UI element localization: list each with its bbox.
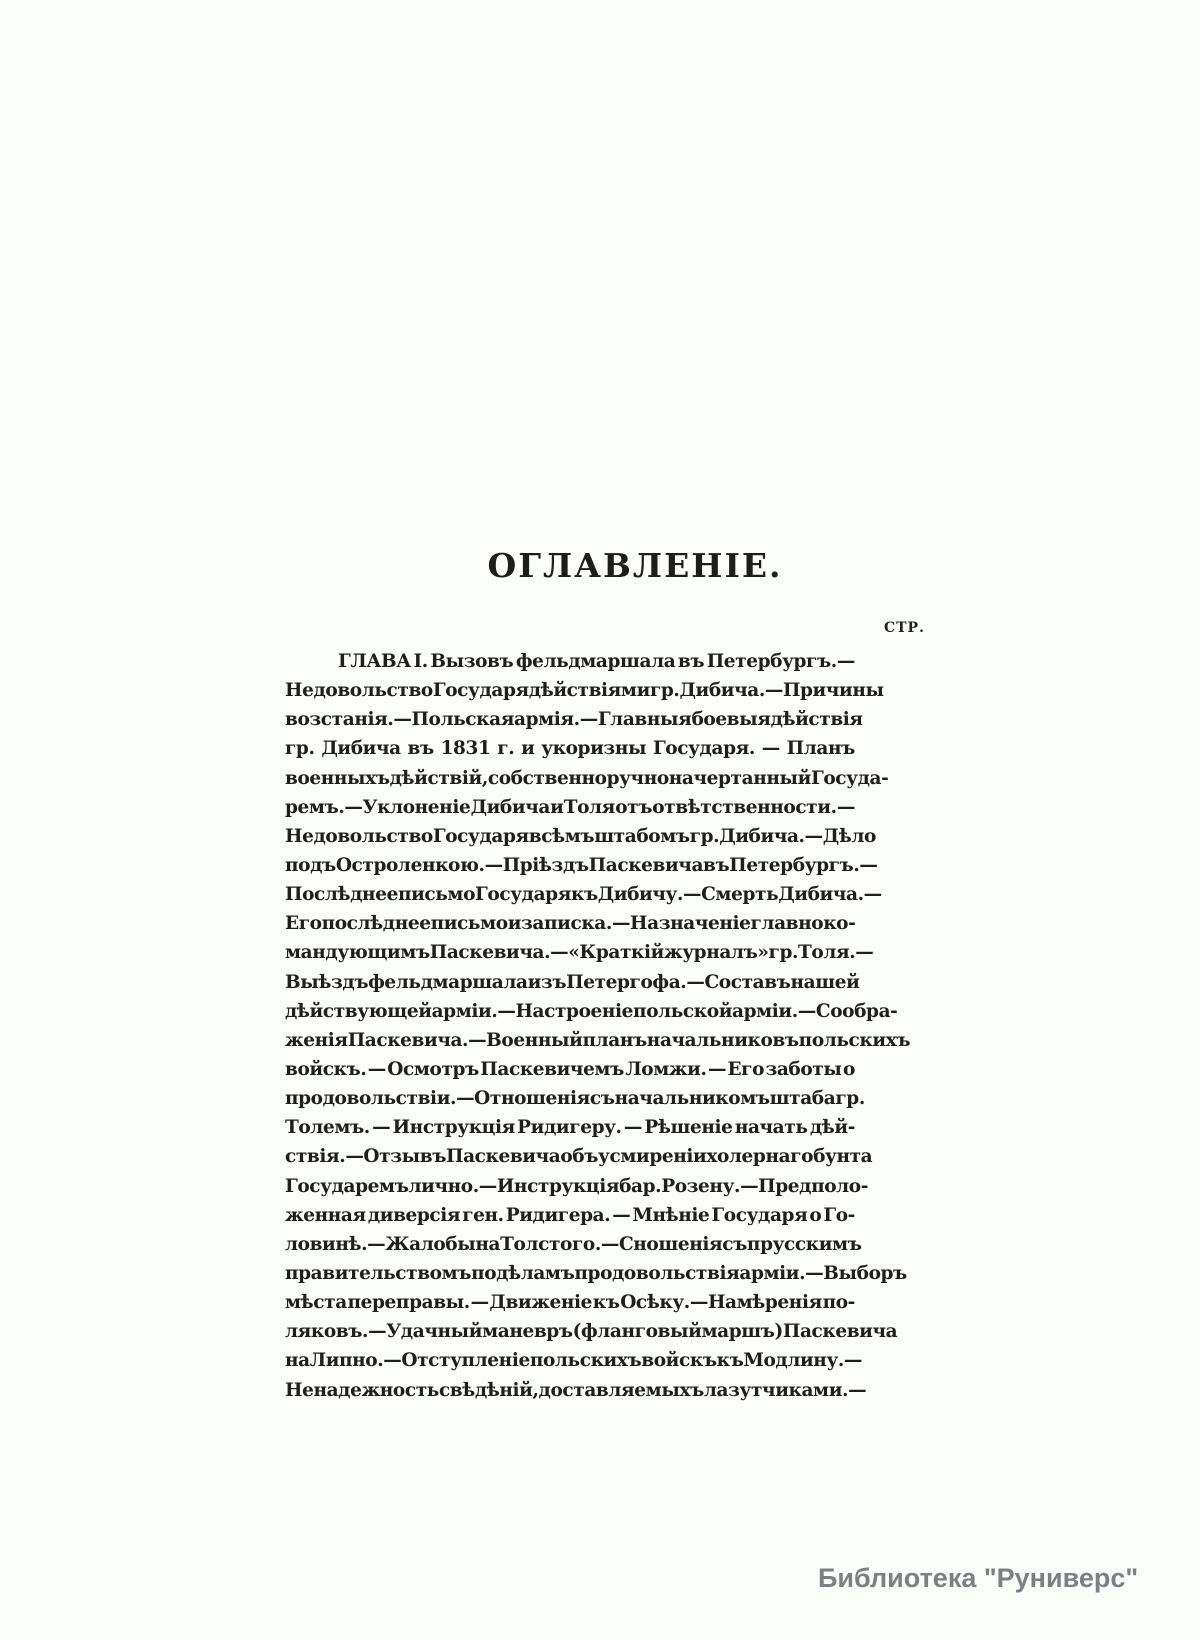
toc-word: дѣйствіями [528, 680, 650, 702]
toc-word: Паскевича [782, 1321, 898, 1343]
toc-word: Осмотръ [387, 1058, 479, 1080]
toc-word: мѣста [285, 1292, 347, 1314]
toc-word: Дибичу.—Смерть [597, 884, 779, 906]
toc-word: Липно.—Отступленіе [309, 1350, 530, 1372]
toc-word: польской [633, 1000, 733, 1022]
toc-word: свѣдѣній, [438, 1379, 539, 1401]
toc-word: Рѣшеніе [644, 1117, 733, 1139]
toc-word: 1831 [440, 738, 491, 760]
toc-word: I. [413, 651, 428, 672]
toc-line [285, 1029, 911, 1059]
toc-word: Государя. [652, 738, 755, 760]
toc-word: гр. [285, 738, 315, 760]
toc-word: продовольствія [574, 1262, 740, 1284]
toc-word: (фланговый [572, 1321, 702, 1343]
toc-line [285, 913, 855, 942]
toc-word: журналъ» [663, 942, 769, 964]
toc-word: г. [497, 738, 515, 760]
toc-line [285, 1088, 865, 1117]
toc-line [285, 825, 876, 855]
toc-word: лазутчиками. [703, 1379, 849, 1401]
toc-line [285, 767, 889, 797]
toc-word: ляковъ.—Удачный [285, 1321, 483, 1343]
toc-word: къ [592, 1292, 620, 1314]
toc-word: объ [560, 1146, 599, 1168]
toc-word: маневръ [482, 1321, 573, 1343]
toc-word: Осѣку.—Намѣренія [620, 1292, 822, 1314]
toc-word: — [600, 1233, 619, 1255]
toc-word: военныхъ [285, 767, 390, 789]
toc-word: штаба [769, 1088, 836, 1110]
toc-chapter-1-paragraph [285, 651, 911, 1409]
toc-word: боевыя [691, 709, 771, 731]
toc-word: усмиреніи [598, 1146, 707, 1168]
toc-word: планъ [582, 1029, 647, 1051]
toc-word: Паскевича [588, 854, 704, 876]
toc-word: заботы [765, 1058, 842, 1080]
toc-line [285, 854, 878, 884]
toc-word: дѣламъ [496, 1262, 575, 1284]
toc-line [285, 1205, 855, 1234]
toc-word: Розену. [661, 1175, 741, 1197]
toc-word: отвѣтственности. [652, 796, 837, 818]
toc-word: въ [703, 854, 730, 876]
toc-word: — [470, 1292, 489, 1314]
toc-word: Его [727, 1058, 765, 1080]
toc-line [285, 1321, 898, 1350]
toc-word: Паскевича.—Военный [347, 1029, 583, 1051]
toc-word: ГЛАВА [338, 651, 411, 672]
toc-word: Государя [711, 1204, 808, 1226]
toc-line [285, 1059, 855, 1088]
toc-word: мандующимъ [285, 942, 430, 964]
toc-word: фельдмаршала [515, 651, 676, 672]
toc-word: доставляемыхъ [538, 1379, 704, 1401]
toc-word: и [550, 796, 564, 818]
toc-word: арміи.—Выборъ [739, 1262, 907, 1284]
toc-word: Предполо- [758, 1175, 869, 1197]
toc-word: — [372, 1117, 391, 1139]
toc-word: начертанный [668, 767, 811, 789]
toc-line [285, 1262, 907, 1292]
toc-word: Паскевича.—«Краткій [429, 942, 664, 964]
toc-word: Движеніе [489, 1292, 593, 1314]
toc-word: Государя [475, 884, 571, 906]
toc-word: войскъ [641, 1350, 717, 1372]
toc-word: о [842, 1058, 855, 1080]
toc-word: Государемъ [285, 1175, 409, 1197]
toc-word: Недовольство [285, 825, 433, 847]
toc-word: бар. [619, 1175, 662, 1197]
toc-word: гр. [649, 680, 680, 702]
toc-word: ствія.—Отзывъ [285, 1146, 446, 1168]
toc-line [285, 1379, 867, 1409]
toc-word: къ [716, 1350, 744, 1372]
toc-word: — [707, 1058, 727, 1080]
toc-word: прусскимъ [746, 1233, 862, 1255]
toc-word: женія [285, 1029, 348, 1051]
toc-word: Государя [432, 680, 529, 702]
toc-word: въ [407, 738, 434, 760]
toc-word: Дибича.—Дѣло [719, 825, 876, 847]
toc-word: армія.—Главныя [513, 709, 692, 731]
toc-word: женная [285, 1204, 366, 1226]
toc-word: — [836, 796, 855, 818]
toc-word: записка. [521, 913, 612, 935]
toc-word: — [740, 1175, 759, 1197]
toc-word: Ридигеру. [517, 1117, 622, 1139]
toc-word: гр. [689, 825, 720, 847]
toc-line [285, 651, 855, 680]
toc-word: дѣйствія [770, 709, 863, 731]
toc-word: ловинѣ.—Жалобы [285, 1233, 476, 1255]
toc-word: Сношенія [618, 1233, 723, 1255]
toc-word: диверсія [367, 1204, 461, 1226]
toc-word: — [611, 913, 631, 935]
toc-word: маршъ) [701, 1321, 783, 1343]
toc-word: въ [677, 651, 705, 672]
toc-word: Дибича [470, 796, 550, 818]
toc-word: — [612, 1204, 631, 1226]
toc-word: Петербургъ.— [729, 854, 878, 876]
toc-word: холернаго [706, 1146, 814, 1168]
toc-line [285, 1146, 873, 1175]
toc-word: — [623, 1117, 643, 1139]
toc-word: гр. [835, 1088, 865, 1110]
toc-line [285, 1233, 862, 1263]
toc-word: къ [570, 884, 598, 906]
toc-word: — [367, 1058, 386, 1080]
toc-word: дѣйствующей [285, 1000, 432, 1022]
toc-word: войскъ. [285, 1058, 367, 1080]
toc-word: Толя [563, 796, 615, 818]
toc-word: ремъ.—Уклоненіе [285, 796, 471, 818]
toc-word: Дибича.—Причины [679, 680, 884, 702]
toc-word: укоризны [541, 738, 647, 760]
toc-word: фельдмаршала [368, 971, 528, 993]
toc-word: правительствомъ [285, 1262, 472, 1284]
toc-line [285, 1117, 855, 1146]
toc-word: Послѣднее [285, 884, 398, 906]
toc-word: возстанія.—Польская [285, 709, 514, 731]
toc-word: — [456, 1088, 475, 1110]
toc-word: Го- [823, 1204, 855, 1226]
toc-word: съ [722, 1233, 747, 1255]
toc-word: начать [734, 1117, 808, 1139]
toc-word: Выѣздъ [285, 971, 369, 993]
toc-word: бунта [813, 1146, 873, 1168]
toc-word: начальникомъ [614, 1088, 770, 1110]
toc-word: Ридигера. [505, 1204, 611, 1226]
toc-word: отъ [615, 796, 652, 818]
toc-line [285, 680, 884, 709]
page-number-column-header: СТР. [884, 620, 925, 636]
toc-word: письмо [397, 884, 476, 906]
toc-word: Планъ [786, 738, 855, 760]
toc-word: дѣйствій, [389, 767, 488, 789]
toc-line [285, 884, 882, 913]
toc-word: собственноручно [487, 767, 669, 789]
toc-word: и [521, 738, 535, 760]
toc-word: и [507, 913, 522, 935]
toc-word: Вызовъ [430, 651, 514, 672]
toc-word: Назначеніе [630, 913, 751, 935]
toc-word: Толемъ. [285, 1117, 370, 1139]
toc-word: — [761, 738, 780, 760]
toc-word: переправы. [347, 1292, 470, 1314]
toc-word: Ненадежность [285, 1379, 439, 1401]
toc-word: Паскевича [446, 1146, 561, 1168]
toc-word: послѣднее [321, 913, 431, 935]
toc-word: арміи.—Настроеніе [431, 1000, 634, 1022]
toc-word: по- [822, 1292, 855, 1314]
toc-word: Госуда- [810, 767, 889, 789]
toc-word: польскихъ [529, 1350, 642, 1372]
toc-word: изъ [527, 971, 567, 993]
toc-word: главноко- [750, 913, 856, 935]
toc-word: Недовольство [285, 680, 433, 702]
toc-word: письмо [430, 913, 508, 935]
toc-word: съ [589, 1088, 615, 1110]
toc-word: Паскевичемъ [480, 1058, 624, 1080]
toc-word: Толстого. [500, 1233, 601, 1255]
toc-word: по [471, 1262, 497, 1284]
toc-word: Ломжи. [625, 1058, 707, 1080]
toc-line [285, 1000, 898, 1030]
toc-word: о [809, 1204, 822, 1226]
toc-word: Государя [432, 825, 529, 847]
toc-word: Толя.— [798, 942, 874, 964]
toc-word: на [475, 1233, 501, 1255]
toc-word: Дибича.— [778, 884, 882, 906]
toc-word: Составъ [704, 971, 791, 993]
toc-word: Инструкція [392, 1117, 515, 1139]
toc-word: дѣй- [809, 1117, 855, 1139]
library-watermark: Библиотека "Руниверс" [818, 1563, 1139, 1593]
toc-line [285, 709, 863, 738]
toc-word: на [285, 1350, 310, 1372]
toc-word: — [686, 971, 705, 993]
toc-word: продовольствіи. [285, 1088, 457, 1110]
toc-line [285, 1292, 855, 1321]
toc-word: гр. [768, 942, 799, 964]
toc-word: Модлину.— [743, 1350, 863, 1372]
toc-word: — [848, 1379, 867, 1401]
toc-line [285, 738, 855, 767]
toc-line [285, 971, 860, 1001]
toc-word: подъ [285, 854, 336, 876]
toc-line [285, 1175, 869, 1205]
toc-word: всѣмъ [528, 825, 595, 847]
toc-word: штабомъ [594, 825, 690, 847]
toc-word: нашей [790, 971, 860, 993]
toc-word: ген. [462, 1204, 504, 1226]
toc-line [285, 797, 855, 826]
toc-word: Его [285, 913, 322, 935]
toc-line [285, 1350, 863, 1379]
toc-word: Дибича [321, 738, 401, 760]
page-title: ОГЛАВЛЕНІЕ. [487, 546, 783, 585]
toc-word: Отношенія [474, 1088, 590, 1110]
toc-word: Петергофа. [566, 971, 687, 993]
toc-word: лично.—Инструкція [408, 1175, 620, 1197]
toc-word: Мнѣніе [632, 1204, 710, 1226]
toc-word: Остроленкою.—Пріѣздъ [335, 854, 589, 876]
toc-word: арміи.—Сообра- [732, 1000, 898, 1022]
toc-word: Петербургъ.— [706, 651, 855, 672]
toc-word: польскихъ [798, 1029, 911, 1051]
toc-word: начальниковъ [646, 1029, 799, 1051]
toc-line [285, 942, 874, 971]
